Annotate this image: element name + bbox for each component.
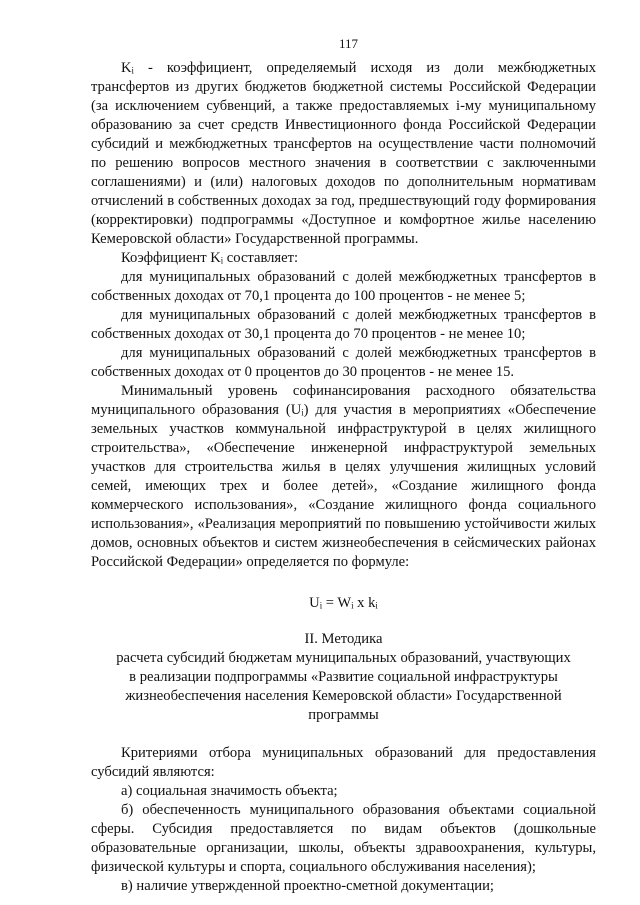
paragraph-ki-definition: Kᵢ - коэффициент, определяемый исходя из доли межбюджетных трансфертов из других бюджетов бюджетной системы Российской Федерации (за исключением субвенций, а также предоставляемых i-му муниципальному образованию за счет средств Инвестиционного фонда Российской Федерации субсидий и межбюджетных трансфертов на осуществление части полномочий по решению вопросов местного значения в соответствии с заключенными соглашениями) и (или) налоговых доходов по дополнительным нормативам отчислений в собственных доходах за год, предшествующий году формирования (корректировки) подпрограммы «Доступное и комфортное жилье населению Кемеровской области» Государственной программы. bbox=[91, 60, 596, 247]
document-page bbox=[91, 34, 596, 896]
list-item-b: б) обеспеченность муниципального образования объектами социальной сферы. Субсидия предоставляется по видам объектов (дошкольные образовательные организации, школы, объекты здравоохранения, культуры, физической культуры и спорта, социального обслуживания населения); bbox=[91, 802, 596, 875]
page-number: 117 bbox=[338, 36, 359, 51]
list-item-v: в) наличие утвержденной проектно-сметной документации; bbox=[121, 878, 494, 894]
paragraph-criteria: Критериями отбора муниципальных образований для предоставления субсидий являются: bbox=[91, 745, 596, 780]
section-title: II. Методика bbox=[304, 631, 383, 647]
paragraph-ki-value: Коэффициент Kᵢ составляет: bbox=[121, 250, 299, 266]
list-item-a: а) социальная значимость объекта; bbox=[121, 783, 338, 799]
formula: Uᵢ = Wᵢ x kᵢ bbox=[309, 595, 378, 611]
paragraph-rate-3: для муниципальных образований с долей межбюджетных трансфертов в собственных доходах от 0 процентов до 30 процентов - не менее 15. bbox=[91, 345, 596, 380]
paragraph-min-level: Минимальный уровень софинансирования расходного обязательства муниципального образования (Uᵢ) для участия в мероприятиях «Обеспечение земельных участков коммунальной инфраструктурой в целях жилищного строительства», «Обеспечение инженерной инфраструктурой земельных участков для строительства жилья в целях улучшения жилищных условий семей, имеющих трех и более детей», «Создание жилищного фонда коммерческого использования», «Создание жилищного фонда социального использования», «Реализация мероприятий по повышению устойчивости жилых домов, основных объектов и систем жизнеобеспечения в сейсмических районах Российской Федерации» определяется по формуле: bbox=[91, 383, 596, 570]
paragraph-rate-1: для муниципальных образований с долей межбюджетных трансфертов в собственных доходах от 70,1 процента до 100 процентов - не менее 5; bbox=[91, 269, 596, 304]
section-subtitle: расчета субсидий бюджетам муниципальных образований, участвующих в реализации подпрограммы «Развитие социальной инфраструктуры жизнеобеспечения населения Кемеровской области» Государственной программы bbox=[116, 650, 571, 723]
paragraph-rate-2: для муниципальных образований с долей межбюджетных трансфертов в собственных доходах от 30,1 процента до 70 процентов - не менее 10; bbox=[91, 307, 596, 342]
